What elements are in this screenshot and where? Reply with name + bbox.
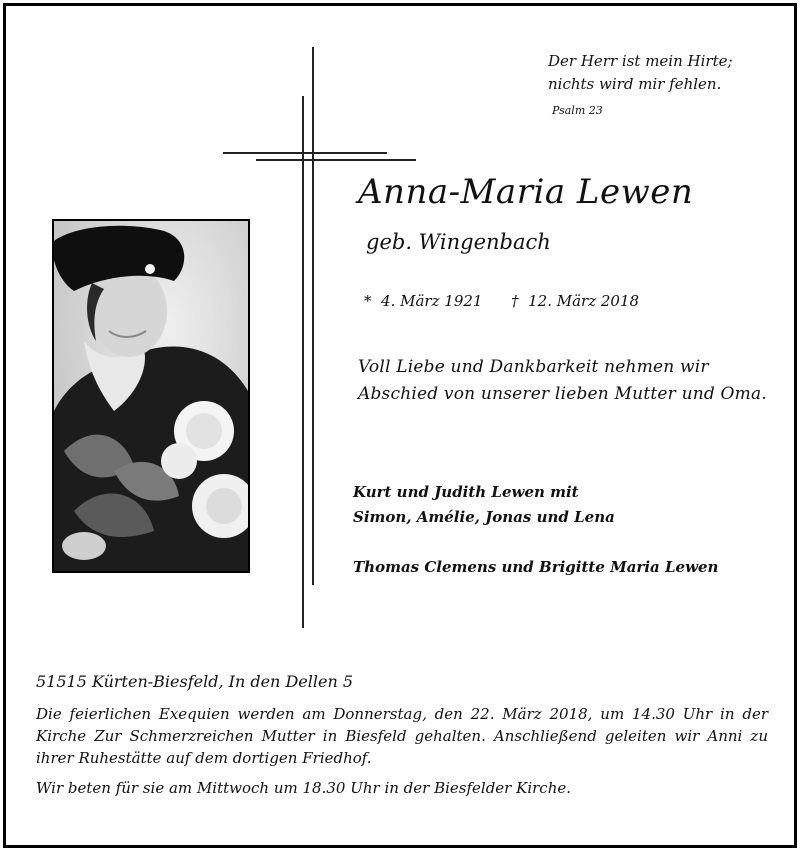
service-details-paragraph-2: Wir beten für sie am Mittwoch um 18.30 Uhr in der Biesfelder Kirche.: [36, 779, 572, 797]
message-line-1: Voll Liebe und Dankbarkeit nehmen wir: [358, 357, 709, 377]
death-symbol: †: [511, 292, 519, 310]
psalm-source: Psalm 23: [552, 104, 603, 117]
death-date: 12. März 2018: [528, 292, 640, 310]
birth-symbol: *: [364, 292, 372, 310]
farewell-message: [358, 354, 767, 408]
service-details-paragraph-1: Die feierlichen Exequien werden am Donnerstag, den 22. März 2018, um 14.30 Uhr in der Kirche Zur Schmerzreichen Mutter in Biesfeld gehalten. Anschließend geleiten wir Anni zu ihrer Ruhestätte auf dem dortigen Friedhof.: [36, 705, 768, 767]
family-group-2-line-1: Thomas Clemens und Brigitte Maria Lewen: [353, 558, 719, 576]
cross-vertical-line-right: [302, 96, 304, 628]
cross-horizontal-line-bottom: [256, 159, 416, 161]
service-details: [36, 703, 768, 799]
cross-vertical-line-left: [312, 47, 314, 585]
psalm-verse: [548, 50, 733, 96]
life-dates: [364, 292, 639, 310]
deceased-name: Anna-Maria Lewen: [358, 172, 694, 212]
portrait-illustration: [54, 221, 248, 571]
birth-name: geb. Wingenbach: [366, 230, 551, 254]
portrait-photo: [52, 219, 250, 573]
birth-date: 4. März 1921: [381, 292, 483, 310]
family-group-2: [353, 555, 718, 580]
verse-line-1: Der Herr ist mein Hirte;: [548, 52, 733, 70]
cross-horizontal-line-top: [223, 152, 387, 154]
family-group-1-line-1: Kurt und Judith Lewen mit: [353, 483, 579, 501]
verse-line-2: nichts wird mir fehlen.: [548, 75, 722, 93]
address: 51515 Kürten-Biesfeld, In den Dellen 5: [36, 672, 354, 691]
family-group-1-line-2: Simon, Amélie, Jonas und Lena: [353, 508, 615, 526]
message-line-2: Abschied von unserer lieben Mutter und Oma.: [358, 384, 767, 404]
family-group-1: [353, 480, 615, 530]
